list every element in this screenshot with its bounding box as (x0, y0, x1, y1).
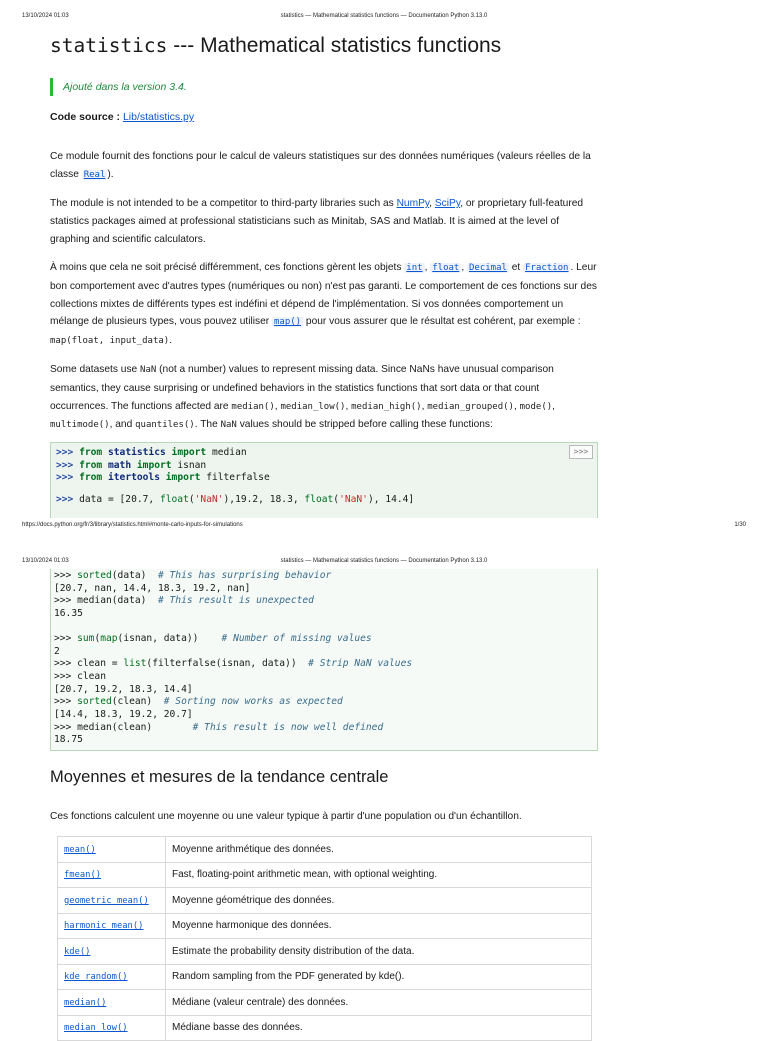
string: 'NaN' (339, 494, 368, 506)
code-output: [14.4, 18.3, 19.2, 20.7] (54, 709, 193, 721)
comment: # This has surprising behavior (157, 570, 332, 581)
text: The module is not intended to be a competitor to third-party libraries such as (50, 198, 397, 209)
title-separator: --- (167, 34, 201, 57)
section-heading: Moyennes et mesures de la tendance centrale (50, 768, 389, 786)
paragraph-not-competitor (50, 195, 598, 248)
function-description: Moyenne géométrique des données. (166, 888, 592, 914)
function-link[interactable]: geometric_mean() (64, 895, 149, 906)
function-name-cell (58, 837, 166, 863)
text: Ce module fournit des fonctions pour le calcul de valeurs statistiques sur des données numériques (valeurs réelles de la classe (50, 151, 591, 180)
keyword: import (136, 459, 172, 471)
function-name-cell (58, 888, 166, 914)
function-link[interactable]: kde_random() (64, 972, 128, 983)
map-link[interactable]: map() (273, 317, 302, 328)
comment: # This result is now well defined (192, 721, 384, 733)
table-row (58, 888, 592, 914)
text: , (345, 400, 352, 412)
comment: # Number of missing values (221, 632, 372, 644)
text: , and (109, 419, 136, 431)
fn-median-high: median_high() (351, 401, 422, 412)
code: >>> (54, 632, 78, 644)
code: >>> clean = (54, 658, 124, 670)
scipy-link[interactable]: SciPy (434, 198, 461, 209)
module-name: statistics (50, 34, 168, 57)
text: Some datasets use (50, 364, 141, 375)
code: ( (94, 632, 101, 644)
text: , (513, 400, 520, 412)
comment: # Strip NaN values (308, 658, 413, 670)
text: . Leur bon comportement avec d'autres types (numériques ou non) n'est pas garanti. Le comportement de ces fonctions sur des collections mixtes de différents types est indéfini et dépend de l'implémentation. Si vos données comportement un mélange de plusieurs types, vous pouvez utiliser (50, 262, 597, 328)
module: math (108, 459, 132, 471)
prompt: >>> (56, 459, 74, 471)
keyword: import (165, 472, 201, 484)
page-header (0, 545, 768, 564)
fn-median: median() (231, 401, 275, 412)
function-description: Moyenne harmonique des données. (166, 913, 592, 939)
table-row (58, 939, 592, 965)
code-line (54, 658, 597, 671)
text: , (461, 262, 467, 273)
text: À moins que cela ne soit précisé différemment, ces fonctions gèrent les objets (50, 262, 405, 273)
text: , (424, 262, 431, 273)
code: data = [20.7, (73, 494, 160, 506)
text: , (552, 400, 555, 412)
print-date: 13/10/2024 01:03 (22, 13, 69, 19)
version-note: Ajouté dans la version 3.4. (50, 78, 187, 96)
name: isnan (171, 459, 207, 471)
paragraph-intro (50, 148, 598, 185)
page-title (50, 34, 501, 58)
table-row (58, 837, 592, 863)
function-name-cell (58, 964, 166, 990)
code-line (54, 633, 597, 646)
fn-quantiles: quantiles() (135, 420, 195, 431)
code: (isnan, data)) (117, 632, 222, 644)
function-name-cell (58, 862, 166, 888)
text: , or proprietary full-featured statistics packages aimed at professional statisticians such as Minitab, SAS and Matlab. It is aimed at the level of graphing and scientific calculators. (50, 198, 584, 245)
function-name-cell (58, 1015, 166, 1041)
float-link[interactable]: float (432, 263, 460, 273)
table-row (58, 862, 592, 888)
real-link[interactable]: Real (83, 169, 106, 180)
text: et (508, 262, 524, 273)
comment: # This result is unexpected (157, 595, 314, 607)
print-title: statistics — Mathematical statistics functions — Documentation Python 3.13.0 (280, 13, 488, 19)
code-output: 18.75 (54, 734, 83, 746)
builtin: sorted (77, 570, 112, 581)
text: . The (194, 419, 221, 431)
text: values should be stripped before calling these functions: (236, 419, 493, 431)
function-name-cell (58, 939, 166, 965)
code-line (54, 595, 597, 608)
fn-mode: mode() (519, 401, 553, 412)
numpy-link[interactable]: NumPy (396, 198, 430, 209)
table-row (58, 964, 592, 990)
table-row (58, 990, 592, 1016)
code: (data) (111, 570, 158, 581)
code: ( (333, 494, 340, 506)
name: median (206, 447, 247, 458)
function-name-cell (58, 990, 166, 1016)
module: itertools (108, 472, 160, 484)
text: (not a number) values to represent missing data. Since NaNs have unusual comparison semantics, they cause surprising or undefined behaviors in the statistics functions that sort data or that count occurrences. The functions affected are (50, 364, 554, 412)
page-header (0, 0, 768, 19)
code-output: 2 (54, 645, 60, 657)
source-label: Code source : (50, 111, 121, 123)
table-row (58, 913, 592, 939)
code-line: >>> clean (54, 670, 106, 682)
page-number: 1/30 (734, 522, 746, 528)
print-title: statistics — Mathematical statistics functions — Documentation Python 3.13.0 (280, 558, 488, 564)
code: (filterfalse(isnan, data)) (146, 658, 309, 670)
prompt: >>> (56, 494, 74, 506)
string: 'NaN' (194, 494, 224, 506)
code-output: 16.35 (54, 608, 83, 620)
title-text: Mathematical statistics functions (200, 34, 502, 57)
keyword: import (171, 447, 207, 458)
code-block-nan-example (50, 569, 598, 751)
nan-literal: NaN (220, 420, 237, 431)
function-link[interactable]: median_low() (64, 1023, 128, 1034)
decimal-link[interactable]: Decimal (469, 263, 507, 273)
builtin: map (100, 632, 118, 644)
comment: # Sorting now works as expected (163, 696, 343, 708)
print-date: 13/10/2024 01:03 (22, 558, 69, 564)
function-link[interactable]: mean() (64, 844, 96, 855)
function-description: Estimate the probability density distribution of the data. (166, 939, 592, 965)
fraction-link[interactable]: Fraction (525, 263, 569, 273)
keyword: from (79, 459, 103, 471)
int-link[interactable]: int (406, 263, 423, 273)
builtin: sum (77, 632, 95, 644)
function-name-cell (58, 913, 166, 939)
builtin: float (159, 494, 189, 506)
builtin: list (123, 658, 147, 670)
function-description: Médiane basse des données. (166, 1015, 592, 1041)
function-description: Médiane (valeur centrale) des données. (166, 990, 592, 1016)
text: , (274, 400, 281, 412)
function-link[interactable]: fmean() (64, 870, 102, 881)
code-line (56, 472, 597, 485)
builtin: float (304, 494, 334, 506)
function-description: Fast, floating-point arithmetic mean, with optional weighting. (166, 862, 592, 888)
text: . (169, 335, 173, 347)
code: >>> (54, 696, 78, 708)
source-line (50, 111, 194, 123)
function-link[interactable]: median() (64, 997, 107, 1008)
builtin: sorted (77, 696, 112, 708)
function-description: Random sampling from the PDF generated by kde(). (166, 964, 592, 990)
prompt: >>> (56, 447, 74, 458)
nan-literal: NaN (140, 365, 157, 375)
code: ( (188, 494, 195, 506)
code-line (56, 460, 597, 473)
fn-median-grouped: median_grouped() (427, 401, 514, 412)
text: pour vous assurer que le résultat est cohérent, par exemple : (303, 316, 581, 328)
source-link[interactable]: Lib/statistics.py (122, 111, 195, 123)
functions-table (57, 836, 592, 1041)
module: statistics (108, 447, 166, 458)
code: ),19.2, 18.3, (223, 494, 305, 506)
map-example: map(float, input_data) (50, 336, 170, 347)
name: filterfalse (200, 472, 270, 484)
code-line (54, 570, 597, 583)
prompt: >>> (56, 472, 74, 484)
code-output: [20.7, nan, 14.4, 18.3, 19.2, nan] (54, 582, 251, 594)
table-row (58, 1015, 592, 1041)
keyword: from (79, 447, 103, 458)
section-intro: Ces fonctions calculent une moyenne ou une valeur typique à partir d'une population ou d'un échantillon. (50, 811, 522, 822)
code: >>> median(data) (54, 595, 158, 607)
code-line (56, 447, 597, 460)
code-line (54, 696, 597, 709)
code: >>> median(clean) (54, 721, 193, 733)
fn-median-low: median_low() (280, 401, 346, 412)
function-link[interactable]: harmonic_mean() (64, 921, 144, 932)
text: ). (107, 168, 114, 180)
code-block-imports (50, 442, 598, 518)
code: >>> (54, 570, 78, 581)
code: (clean) (111, 696, 164, 708)
code-line (54, 722, 597, 735)
code-output: [20.7, 19.2, 18.3, 14.4] (54, 683, 193, 695)
copy-code-button[interactable]: >>> (569, 445, 593, 459)
code-line (56, 494, 597, 507)
paragraph-nan (50, 361, 598, 435)
text: , (429, 198, 435, 209)
footer-url: https://docs.python.org/fr/3/library/statistics.html#monte-carlo-inputs-for-simulations (22, 522, 243, 528)
code: ), 14.4] (367, 494, 415, 506)
function-link[interactable]: kde() (64, 946, 91, 957)
keyword: from (79, 472, 103, 484)
paragraph-types (50, 259, 598, 351)
fn-multimode: multimode() (50, 420, 110, 431)
text: , (421, 400, 428, 412)
function-description: Moyenne arithmétique des données. (166, 837, 592, 863)
